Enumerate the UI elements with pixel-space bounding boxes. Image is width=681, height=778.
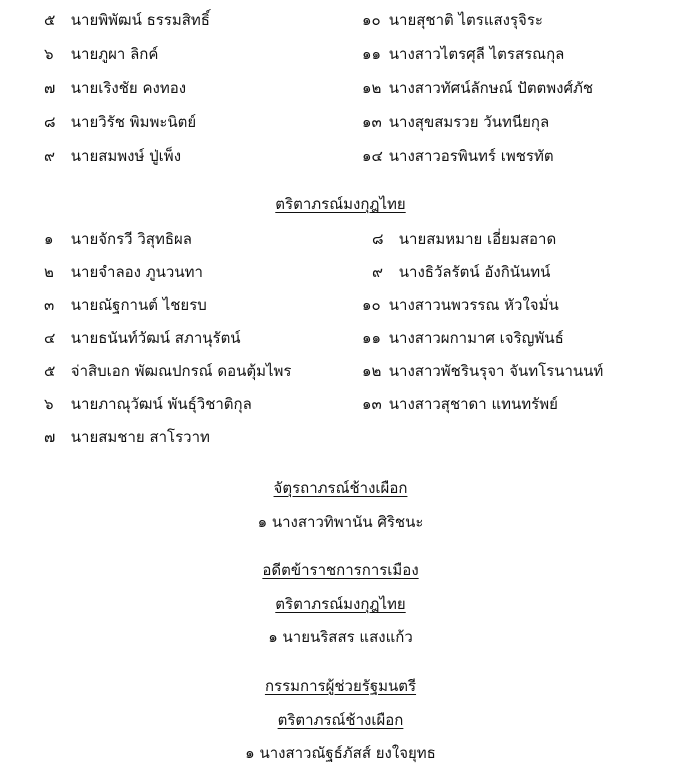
item-number: ๑๓	[362, 113, 382, 131]
item-number: ๑๒	[362, 79, 382, 97]
item-number: ๗	[44, 79, 56, 97]
item-number: ๑๑	[362, 45, 382, 63]
item-name: นายวิรัช พิมพะนิตย์	[70, 113, 197, 131]
list-item	[362, 10, 543, 30]
list-item	[44, 78, 186, 98]
list-item	[362, 44, 564, 64]
item-number: ๙	[372, 263, 383, 281]
item-name: นางสาวไตรศุลี ไตรสรณกุล	[388, 45, 565, 63]
list-item	[44, 262, 203, 282]
item-name: นางสุขสมรวย วันทนียกุล	[388, 113, 550, 131]
item-number: ๔	[44, 329, 56, 347]
item-name: นางสาวนพวรรณ หัวใจมั่น	[388, 296, 559, 314]
item-name: นายเริงชัย คงทอง	[70, 79, 187, 97]
list-item	[44, 229, 192, 249]
section-heading	[0, 676, 681, 696]
list-item	[44, 295, 207, 315]
item-number: ๕	[44, 11, 56, 29]
list-item	[44, 44, 158, 64]
item-name: นางสาวผกามาศ เจริญพันธ์	[388, 329, 564, 347]
item-number: ๗	[44, 428, 56, 446]
section-subheading	[0, 594, 681, 614]
section-heading	[0, 194, 681, 214]
item-name: จ่าสิบเอก พัฒณปกรณ์ ดอนตุ้มไพร	[70, 362, 292, 380]
list-item	[44, 146, 181, 166]
item-number: ๖	[44, 395, 54, 413]
item-number: ๒	[44, 263, 54, 281]
item-name: นางสาวทัศน์ลักษณ์ ปัตตพงศ์ภัช	[388, 79, 594, 97]
section-subheading	[0, 710, 681, 730]
heading-text: อดีตข้าราชการการเมือง	[262, 561, 419, 579]
item-name: นายจำลอง ภูนวนทา	[70, 263, 203, 281]
list-item: ๑ นางสาวณัฐธ์ภัสส์ ยงใจยุทธ	[245, 744, 436, 762]
list-item	[44, 361, 291, 381]
list-item	[44, 112, 196, 132]
list-item	[44, 328, 241, 348]
item-name: นางสาวสุชาดา แทนทรัพย์	[388, 395, 558, 413]
list-item	[44, 394, 252, 414]
item-name: นายสุชาติ ไตรแสงรุจิระ	[388, 11, 543, 29]
item-name: นางสาวพัชรินรุจา จันทโรนานนท์	[388, 362, 604, 380]
item-number: ๘	[372, 230, 384, 248]
section-heading	[0, 560, 681, 580]
subheading-text: ตริตาภรณ์ช้างเผือก	[277, 711, 404, 729]
item-number: ๘	[44, 113, 56, 131]
heading-text: กรรมการผู้ช่วยรัฐมนตรี	[264, 677, 417, 695]
section-heading	[0, 478, 681, 498]
item-number: ๑๐	[362, 11, 381, 29]
list-item: ๑ นางสาวทิพานัน ศิริชนะ	[257, 513, 424, 531]
item-number: ๓	[44, 296, 55, 314]
item-name: นางสาวอรพินทร์ เพชรทัต	[388, 147, 554, 165]
list-item	[362, 112, 549, 132]
item-name: นางธิวัลรัตน์ อังกินันทน์	[398, 263, 551, 281]
item-number: ๑๔	[362, 147, 383, 165]
list-item	[362, 146, 554, 166]
item-name: นายจักรวี วิสุทธิผล	[70, 230, 192, 248]
item-number: ๖	[44, 45, 54, 63]
item-name: นายพิพัฒน์ ธรรมสิทธิ์	[70, 11, 210, 29]
item-number: ๑๓	[362, 395, 382, 413]
item-number: ๑๐	[362, 296, 381, 314]
item-name: นายภาณุวัฒน์ พันธุ์วิชาติกุล	[70, 395, 252, 413]
item-number: ๑๑	[362, 329, 382, 347]
heading-text: ตริตาภรณ์มงกุฎไทย	[275, 195, 406, 213]
list-item	[44, 427, 210, 447]
list-item	[44, 10, 210, 30]
heading-text: จัตุรถาภรณ์ช้างเผือก	[273, 479, 408, 497]
item-number: ๑	[44, 230, 54, 248]
list-item: ๑ นายนริสสร แสงแก้ว	[268, 628, 413, 646]
item-name: นายสมหมาย เอี่ยมสอาด	[398, 230, 557, 248]
item-name: นายณัฐกานต์ ไชยรบ	[70, 296, 207, 314]
list-item	[372, 262, 550, 282]
list-item	[362, 361, 603, 381]
item-name: นายภูผา ลิกค์	[70, 45, 159, 63]
list-item	[362, 394, 558, 414]
subheading-text: ตริตาภรณ์มงกุฎไทย	[275, 595, 406, 613]
item-name: นายธนันท์วัฒน์ สภานุรัตน์	[70, 329, 241, 347]
item-number: ๕	[44, 362, 56, 380]
list-item	[362, 328, 564, 348]
list-item	[372, 229, 556, 249]
item-name: นายสมชาย สาโรวาท	[70, 428, 210, 446]
list-item	[362, 78, 593, 98]
list-item	[362, 295, 559, 315]
item-name: นายสมพงษ์ ปู่เพ็ง	[70, 147, 182, 165]
item-number: ๑๒	[362, 362, 382, 380]
item-number: ๙	[44, 147, 55, 165]
